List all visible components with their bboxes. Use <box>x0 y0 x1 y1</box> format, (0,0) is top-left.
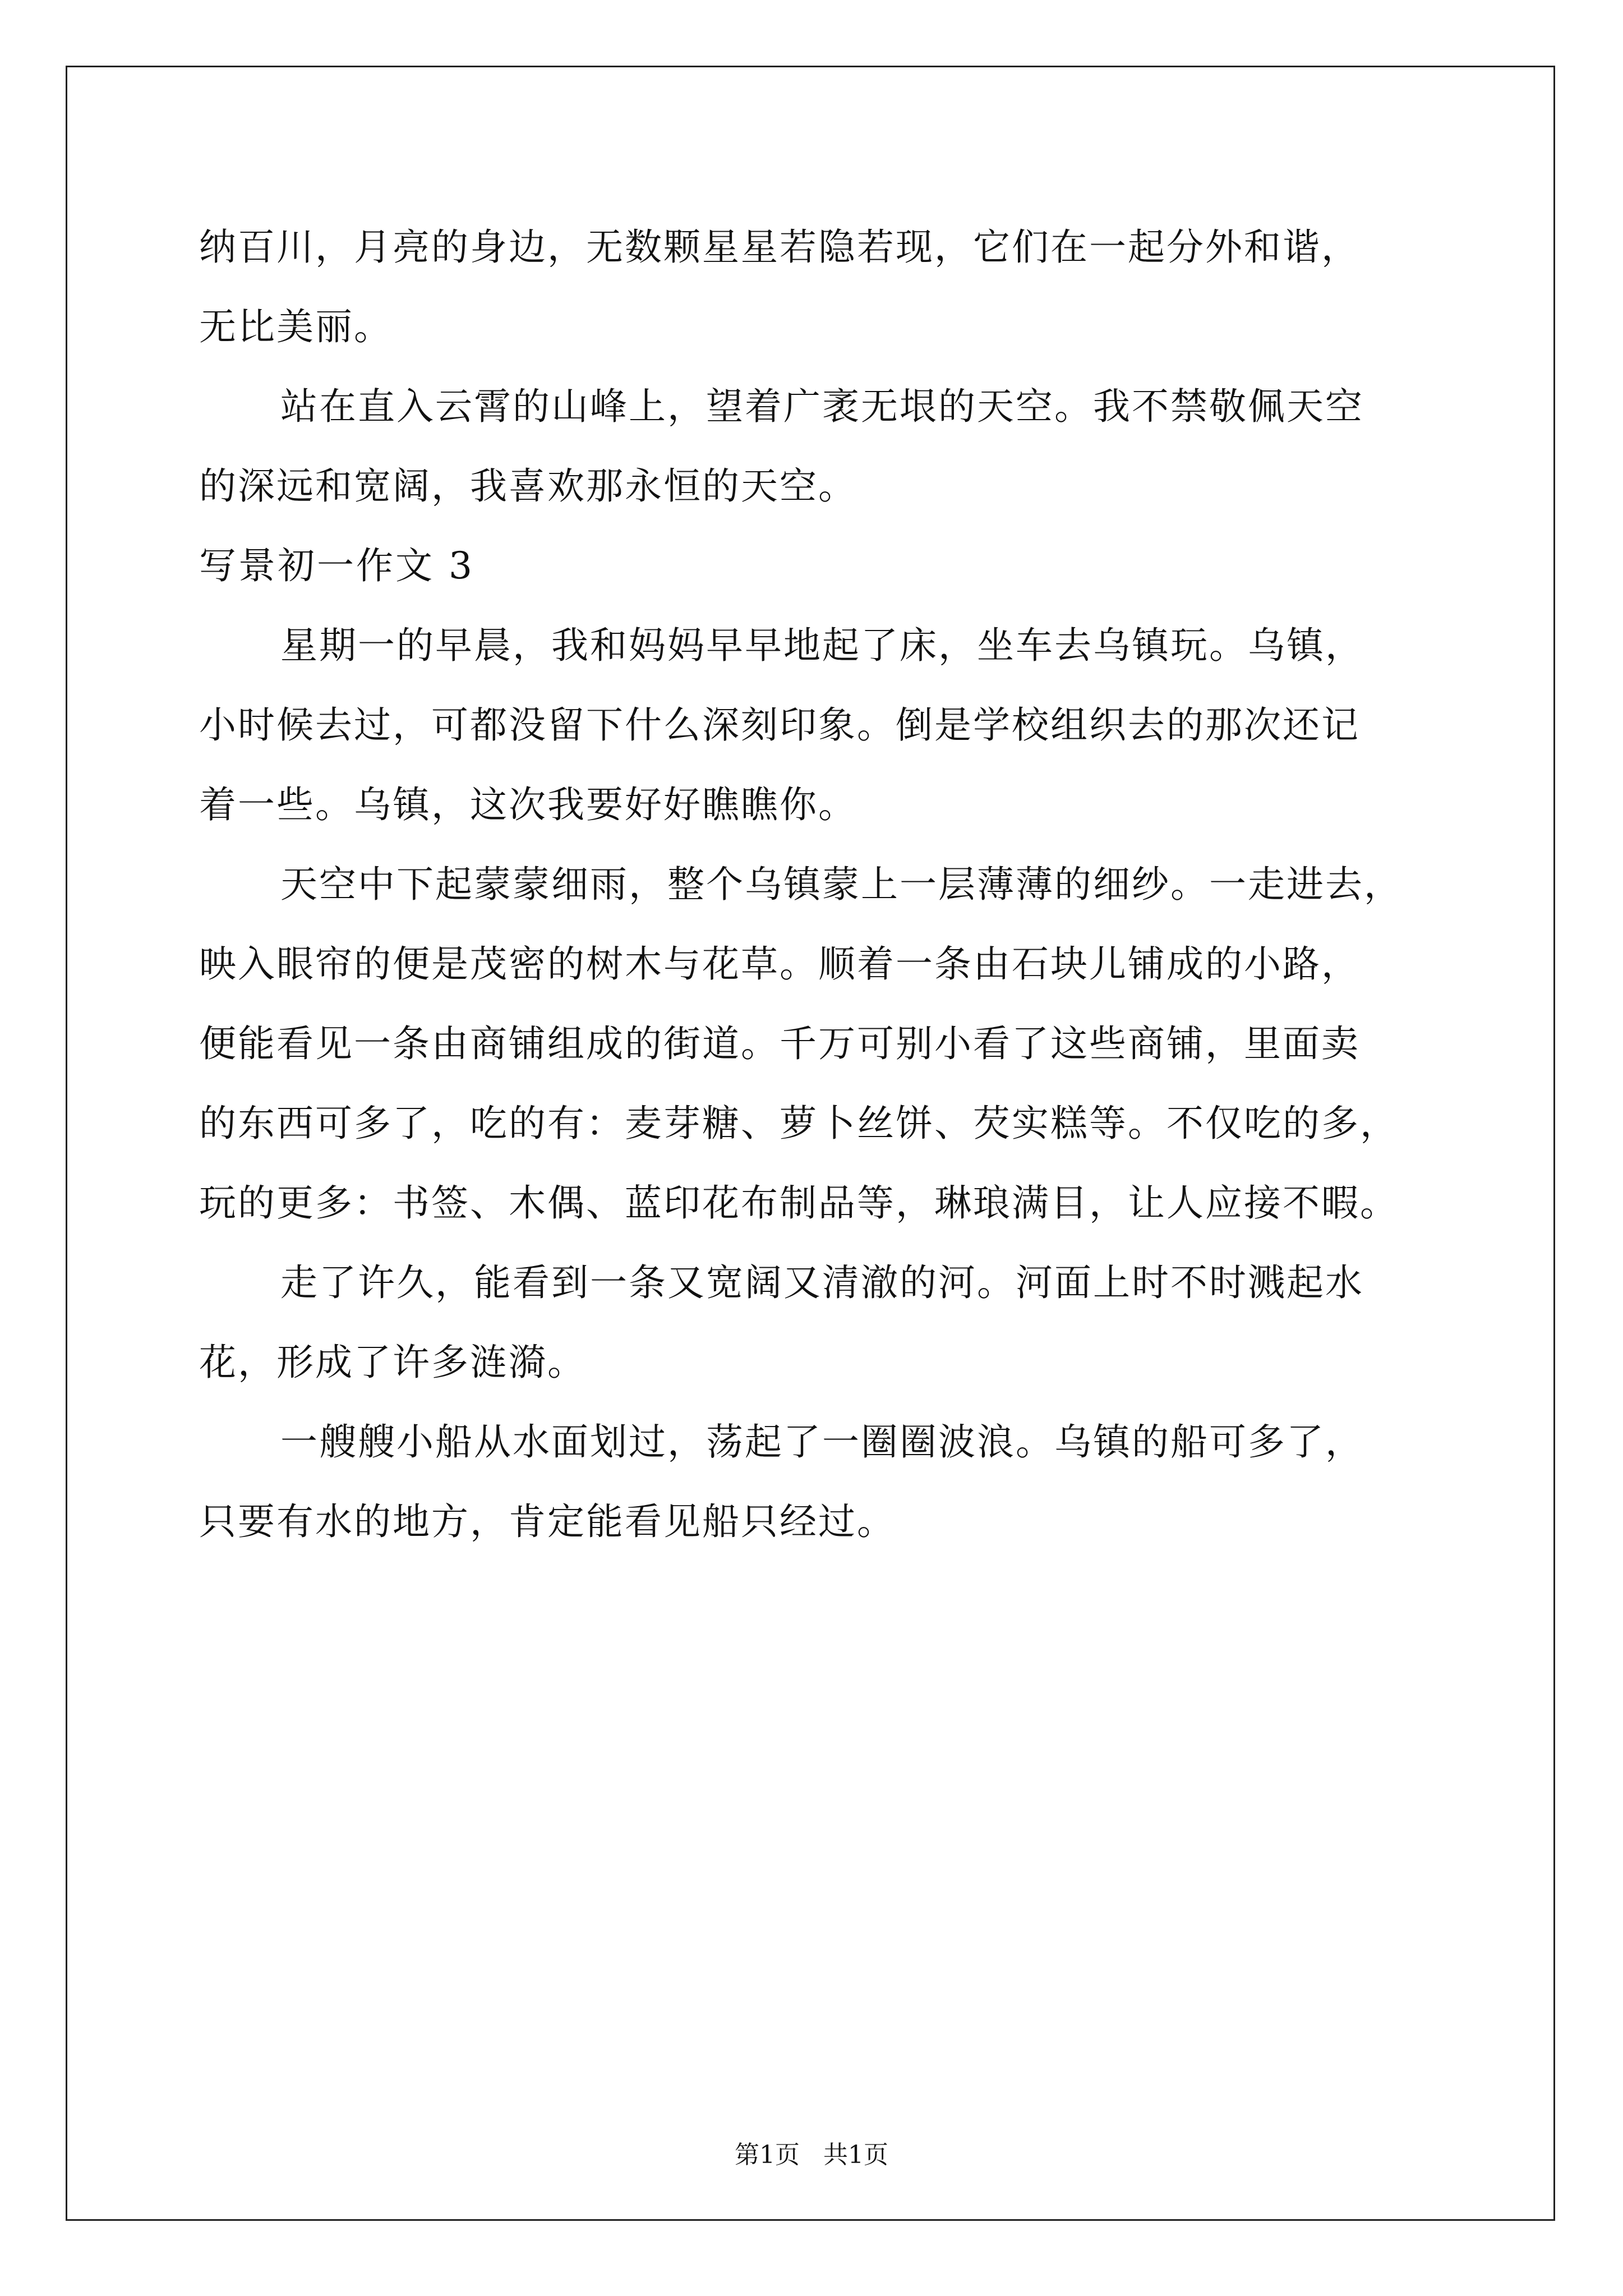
text-line: 玩的更多：书签、木偶、蓝印花布制品等，琳琅满目，让人应接不暇。 <box>199 1181 1399 1225</box>
text-line: 无比美丽。 <box>199 305 393 348</box>
section-heading: 写景初一作文 3 <box>199 544 474 587</box>
text-line: 便能看见一条由商铺组成的街道。千万可别小看了这些商铺，里面卖 <box>199 1022 1360 1065</box>
text-line: 着一些。乌镇，这次我要好好瞧瞧你。 <box>199 783 857 826</box>
document-body <box>199 208 1444 1562</box>
text-line: 的东西可多了，吃的有：麦芽糖、萝卜丝饼、芡实糕等。不仅吃的多， <box>199 1102 1399 1145</box>
text-line: 花，形成了许多涟漪。 <box>199 1341 586 1384</box>
paragraph-start-line: 站在直入云霄的山峰上，望着广袤无垠的天空。我不禁敬佩天空 <box>280 385 1364 428</box>
text-line: 小时候去过，可都没留下什么深刻印象。倒是学校组织去的那次还记 <box>199 703 1360 747</box>
paragraph-start-line: 天空中下起蒙蒙细雨，整个乌镇蒙上一层薄薄的细纱。一走进去， <box>280 863 1403 906</box>
paragraph-start-line: 星期一的早晨，我和妈妈早早地起了床，坐车去乌镇玩。乌镇， <box>280 624 1364 667</box>
page-number-footer: 第1页 共1页 <box>735 2141 888 2169</box>
paragraph-start-line: 一艘艘小船从水面划过，荡起了一圈圈波浪。乌镇的船可多了， <box>280 1420 1364 1464</box>
text-line: 纳百川，月亮的身边，无数颗星星若隐若现，它们在一起分外和谐， <box>199 226 1360 269</box>
text-line: 只要有水的地方，肯定能看见船只经过。 <box>199 1500 896 1543</box>
text-line: 映入眼帘的便是茂密的树木与花草。顺着一条由石块儿铺成的小路， <box>199 942 1360 986</box>
paragraph-start-line: 走了许久，能看到一条又宽阔又清澈的河。河面上时不时溅起水 <box>280 1261 1364 1304</box>
text-line: 的深远和宽阔，我喜欢那永恒的天空。 <box>199 464 857 508</box>
